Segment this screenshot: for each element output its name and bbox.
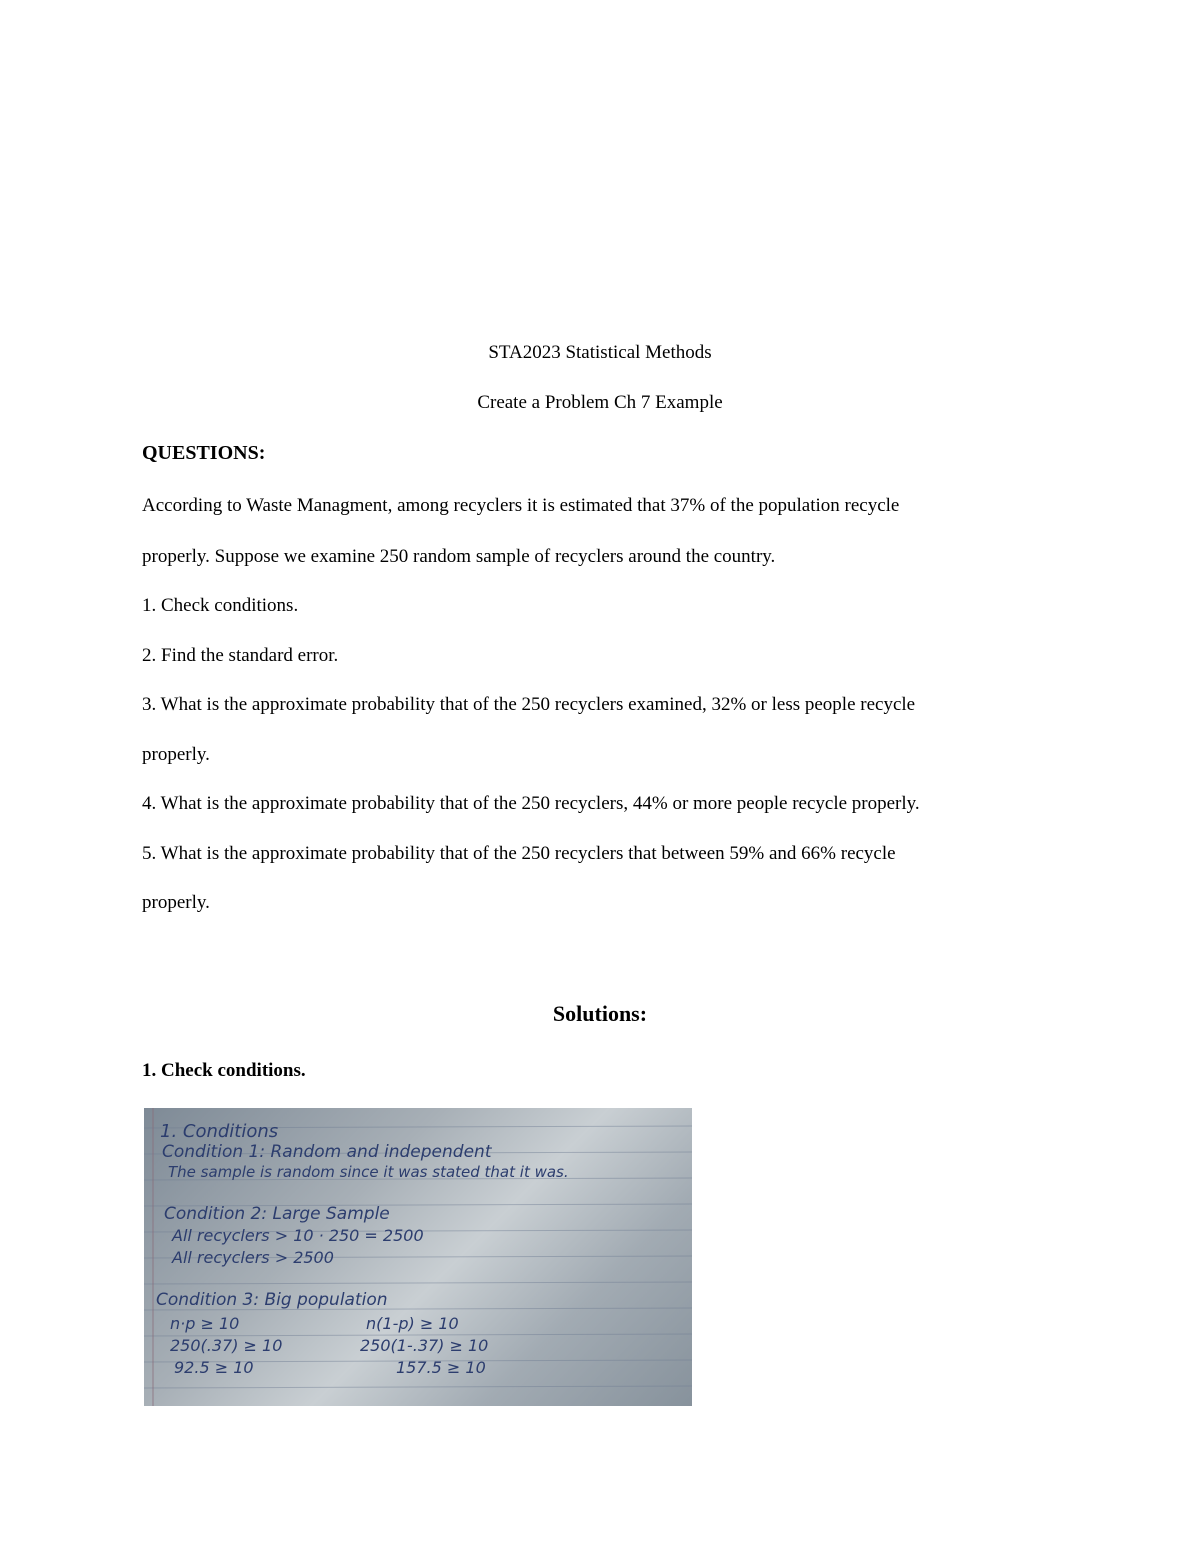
intro-line-1: According to Waste Managment, among recyclers it is estimated that 37% of the population recycle — [142, 495, 900, 516]
notes-condition-2-line-2: All recyclers > 2500 — [172, 1248, 334, 1267]
question-2: 2. Find the standard error. — [142, 645, 339, 666]
notes-condition-1-title: Condition 1: Random and independent — [162, 1142, 492, 1162]
solution-1-heading: 1. Check conditions. — [142, 1060, 306, 1081]
notes-condition-3-title: Condition 3: Big population — [156, 1290, 388, 1310]
course-title: STA2023 Statistical Methods — [488, 342, 712, 363]
solutions-heading: Solutions: — [552, 1001, 648, 1026]
notes-condition-3-right-1: n(1-p) ≥ 10 — [366, 1314, 459, 1333]
question-3-line-1: 3. What is the approximate probability that of the 250 recyclers examined, 32% or less people recycle — [142, 694, 916, 715]
notes-condition-3-left-3: 92.5 ≥ 10 — [174, 1358, 254, 1377]
notes-condition-2-line-1: All recyclers > 10 · 250 = 2500 — [172, 1226, 424, 1245]
notes-title: 1. Conditions — [160, 1121, 279, 1142]
document-subtitle: Create a Problem Ch 7 Example — [477, 392, 723, 413]
notes-condition-3-left-2: 250(.37) ≥ 10 — [170, 1336, 283, 1355]
questions-heading: QUESTIONS: — [142, 442, 266, 464]
intro-line-2: properly. Suppose we examine 250 random sample of recyclers around the country. — [142, 546, 776, 567]
notes-condition-1-text: The sample is random since it was stated that it was. — [168, 1163, 569, 1181]
question-5-line-1: 5. What is the approximate probability that of the 250 recyclers that between 59% and 66% recycle — [142, 843, 896, 864]
notes-condition-3-right-3: 157.5 ≥ 10 — [396, 1358, 486, 1377]
handwritten-notes-photo — [144, 1108, 692, 1406]
question-1: 1. Check conditions. — [142, 595, 299, 616]
question-4: 4. What is the approximate probability that of the 250 recyclers, 44% or more people recycle properly. — [142, 793, 920, 814]
question-3-line-2: properly. — [142, 744, 210, 765]
notes-condition-2-title: Condition 2: Large Sample — [164, 1204, 390, 1224]
notes-condition-3-left-1: n·p ≥ 10 — [170, 1314, 240, 1333]
notes-condition-3-right-2: 250(1-.37) ≥ 10 — [360, 1336, 489, 1355]
question-5-line-2: properly. — [142, 892, 210, 913]
